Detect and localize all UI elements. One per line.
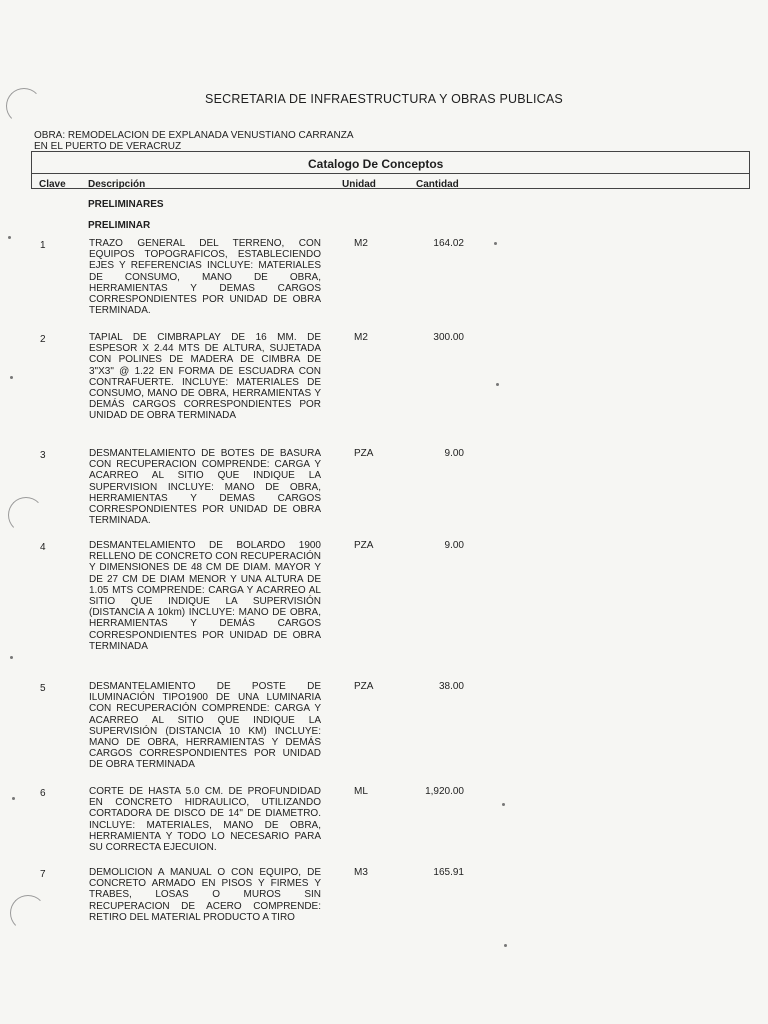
item-clave: 4 <box>40 542 46 553</box>
item-description: DESMANTELAMIENTO DE BOLARDO 1900 RELLENO DE CONCRETO CON RECUPERACIÓN Y DIMENSIONES DE 48 CM DE DIAM. MAYOR Y DE 27 CM DE DIAM MENOR Y UNA ALTURA DE 1.05 MTS COMPRENDE: CARGA Y ACARREO AL SITIO QUE INDIQUE LA SUPERVISIÓN (DISTANCIA A 10km) INCLUYE: MANO DE OBRA, HERRAMIENTAS Y DEMÁS CARGOS CORRESPONDIENTES POR UNIDAD DE OBRA TERMINADA <box>89 540 321 652</box>
item-unit: M2 <box>354 238 368 249</box>
item-quantity: 9.00 <box>444 540 464 551</box>
item-clave: 7 <box>40 869 46 880</box>
scan-speck <box>10 376 13 379</box>
binder-hole-mark <box>10 895 46 931</box>
column-header-clave: Clave <box>39 179 66 190</box>
scan-speck <box>504 944 507 947</box>
item-unit: PZA <box>354 540 374 551</box>
item-description: DEMOLICION A MANUAL O CON EQUIPO, DE CONCRETO ARMADO EN PISOS Y FIRMES Y TRABES, LOSAS O MUROS SIN RECUPERACION DE ACERO COMPRENDE: RETIRO DEL MATERIAL PRODUCTO A TIRO <box>89 867 321 923</box>
column-header-unidad: Unidad <box>342 179 376 190</box>
project-name-line: OBRA: REMODELACION DE EXPLANADA VENUSTIANO CARRANZA <box>34 130 354 141</box>
column-header-cantidad: Cantidad <box>416 179 459 190</box>
header-divider <box>32 173 749 174</box>
item-unit: PZA <box>354 681 374 692</box>
column-header-descripcion: Descripción <box>88 179 146 190</box>
item-description: TRAZO GENERAL DEL TERRENO, CON EQUIPOS TOPOGRAFICOS, ESTABLECIENDO EJES Y REFERENCIAS INCLUYE: MATERIALES DE CONSUMO, MANO DE OBRA, HERRAMIENTAS Y DEMAS CARGOS CORRESPONDIENTES POR UNIDAD DE OBRA TERMINADA. <box>89 238 321 317</box>
document-title: SECRETARIA DE INFRAESTRUCTURA Y OBRAS PUBLICAS <box>205 92 563 106</box>
item-clave: 5 <box>40 683 46 694</box>
scan-speck <box>496 383 499 386</box>
scan-speck <box>10 656 13 659</box>
item-unit: ML <box>354 786 368 797</box>
scan-speck <box>12 797 15 800</box>
item-unit: PZA <box>354 448 374 459</box>
item-unit: M2 <box>354 332 368 343</box>
project-info <box>34 130 354 152</box>
catalog-header-box <box>31 151 750 189</box>
project-location-line: EN EL PUERTO DE VERACRUZ <box>34 141 182 152</box>
scan-speck <box>502 803 505 806</box>
scan-speck <box>494 242 497 245</box>
item-quantity: 164.02 <box>433 238 464 249</box>
item-description: CORTE DE HASTA 5.0 CM. DE PROFUNDIDAD EN CONCRETO HIDRAULICO, UTILIZANDO CORTADORA DE DISCO DE 14" DE DIAMETRO. INCLUYE: MATERIALES, MANO DE OBRA, HERRAMIENTA Y TODO LO NECESARIO PARA SU CORRECTA EJECUION. <box>89 786 321 854</box>
item-quantity: 165.91 <box>433 867 464 878</box>
catalog-title: Catalogo De Conceptos <box>308 157 444 171</box>
item-clave: 2 <box>40 334 46 345</box>
item-quantity: 300.00 <box>433 332 464 343</box>
section-heading-preliminares: PRELIMINARES <box>88 199 164 210</box>
item-quantity: 1,920.00 <box>425 786 464 797</box>
item-description: TAPIAL DE CIMBRAPLAY DE 16 MM. DE ESPESOR X 2.44 MTS DE ALTURA, SUJETADA CON POLINES DE MADERA DE CIMBRA DE 3"X3" @ 1.22 EN FORMA DE ESCUADRA CON CONTRAFUERTE. INCLUYE: MATERIALES DE CONSUMO, MANO DE OBRA, HERRAMIENTAS Y DEMÁS CARGOS CORRESPONDIENTES POR UNIDAD DE OBRA TERMINADA <box>89 332 321 422</box>
item-unit: M3 <box>354 867 368 878</box>
subsection-heading-preliminar: PRELIMINAR <box>88 220 151 231</box>
item-clave: 1 <box>40 240 46 251</box>
item-description: DESMANTELAMIENTO DE POSTE DE ILUMINACIÓN TIPO1900 DE UNA LUMINARIA CON RECUPERACIÓN COMPRENDE: CARGA Y ACARREO AL SITIO QUE INDIQUE LA SUPERVISIÓN (DISTANCIA 10 KM) INCLUYE: MANO DE OBRA, HERRAMIENTAS Y DEMÁS CARGOS CORRESPONDIENTES POR UNIDAD DE OBRA TERMINADA <box>89 681 321 771</box>
item-clave: 6 <box>40 788 46 799</box>
binder-hole-mark <box>8 497 44 533</box>
scan-speck <box>8 236 11 239</box>
item-description: DESMANTELAMIENTO DE BOTES DE BASURA CON RECUPERACION COMPRENDE: CARGA Y ACARREO AL SITIO QUE INDIQUE LA SUPERVISION INCLUYE: MANO DE OBRA, HERRAMIENTAS Y DEMAS CARGOS CORRESPONDIENTES POR UNIDAD DE OBRA TERMINADA. <box>89 448 321 527</box>
item-quantity: 38.00 <box>438 681 464 692</box>
item-quantity: 9.00 <box>444 448 464 459</box>
item-clave: 3 <box>40 450 46 461</box>
